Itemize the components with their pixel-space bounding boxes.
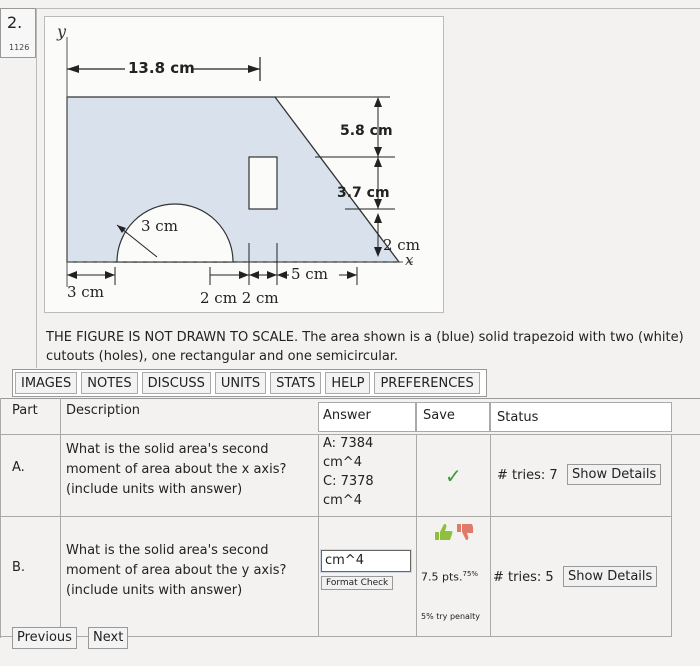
row-b-answer-input[interactable] (321, 550, 411, 572)
rectangle-cutout (249, 157, 277, 209)
arrow-down-icon (374, 147, 382, 157)
status-header-box (490, 402, 672, 432)
thumb-down-icon[interactable] (457, 524, 473, 540)
next-button[interactable]: Next (88, 627, 128, 649)
arrow-right-icon (267, 271, 277, 279)
row-a-status-cell (490, 434, 672, 516)
previous-button[interactable]: Previous (12, 627, 77, 649)
problem-number: 2. (7, 13, 23, 32)
header-answer: Answer (323, 408, 371, 423)
arrow-up-icon (374, 157, 382, 167)
header-description: Description (66, 403, 141, 418)
problem-number-box (0, 8, 36, 58)
tab-help[interactable]: HELP (325, 372, 370, 394)
dim-5-8-label: 5.8 cm (340, 123, 393, 139)
row-b-part: B. (12, 560, 26, 575)
x-axis-label: x (405, 251, 414, 269)
trapezoid-shape (67, 97, 399, 262)
row-b-answer-cell (318, 516, 416, 636)
arrow-right-icon (239, 271, 249, 279)
arrow-left-icon (277, 271, 287, 279)
row-b-tries: # tries: 5 (493, 570, 554, 585)
tab-images[interactable]: IMAGES (15, 372, 77, 394)
row-b-points (421, 570, 478, 584)
col-divider (60, 398, 61, 638)
y-axis-label: y (57, 22, 67, 41)
tab-discuss[interactable]: DISCUSS (142, 372, 211, 394)
width-dimension-label: 13.8 cm (128, 59, 195, 77)
row-b-answer-value: cm^4 (325, 553, 364, 568)
arrow-right-icon (105, 271, 115, 279)
row-a-question: What is the solid area's second moment of area about the x axis? (include units with answer) (66, 442, 287, 497)
header-part: Part (12, 403, 38, 418)
arrow-up-icon (374, 213, 382, 223)
row-a-part: A. (12, 460, 25, 475)
dim-3-7-label: 3.7 cm (337, 185, 390, 201)
try-penalty: 5% try penalty (421, 612, 481, 621)
tab-bar (12, 369, 487, 397)
points-value: 7.5 pts. (421, 570, 463, 584)
row-b-status-cell (490, 516, 672, 636)
tab-stats[interactable]: STATS (270, 372, 321, 394)
answer-header-box (318, 402, 416, 432)
arrow-left-icon (67, 65, 79, 73)
thumb-up-icon[interactable] (435, 524, 452, 540)
problem-figure (44, 16, 444, 313)
answer-line: A: 7384 (323, 436, 374, 451)
row-b-question: What is the solid area's second moment of area about the y axis? (include units with answer) (66, 543, 287, 598)
points-percent: 75% (462, 570, 479, 578)
feedback-icons (433, 522, 473, 542)
problem-code: 1126 (9, 43, 30, 52)
figure-svg (45, 17, 445, 314)
answer-line: cm^4 (323, 493, 362, 508)
figure-caption: THE FIGURE IS NOT DRAWN TO SCALE. The area shown is a (blue) solid trapezoid with two (white) cutouts (holes), one rectangular and one semicircular. (46, 330, 684, 364)
arrow-left-icon (249, 271, 259, 279)
arrow-up-icon (374, 97, 382, 107)
header-status: Status (497, 410, 539, 425)
save-header-box (416, 402, 490, 432)
arrow-right-icon (248, 65, 260, 73)
row-a-save-cell (416, 434, 490, 516)
dim-5-label: 5 cm (291, 265, 328, 283)
radius-label: 3 cm (141, 217, 178, 235)
col-divider (0, 398, 1, 638)
dim-2-label: 2 cm (383, 236, 420, 254)
arrow-left-icon (67, 271, 77, 279)
answer-line: C: 7378 (323, 474, 374, 489)
arrow-right-icon (347, 271, 357, 279)
tab-units[interactable]: UNITS (215, 372, 266, 394)
checkmark-icon: ✓ (445, 464, 462, 488)
tab-notes[interactable]: NOTES (81, 372, 137, 394)
answer-line: cm^4 (323, 455, 362, 470)
dim-3-left-label: 3 cm (67, 283, 104, 301)
row-a-answer-values (323, 434, 374, 510)
tab-preferences[interactable]: PREFERENCES (374, 372, 479, 394)
row-a-answer-cell (318, 434, 416, 516)
row-a-tries: # tries: 7 (497, 468, 558, 483)
row-b-save-cell (416, 516, 490, 636)
answer-table (0, 398, 700, 638)
dim-2-2-label: 2 cm 2 cm (200, 289, 279, 307)
format-check-button[interactable]: Format Check (321, 576, 393, 590)
row-b-show-details-button[interactable]: Show Details (563, 566, 657, 587)
header-save: Save (423, 408, 455, 423)
row-a-show-details-button[interactable]: Show Details (567, 464, 661, 485)
